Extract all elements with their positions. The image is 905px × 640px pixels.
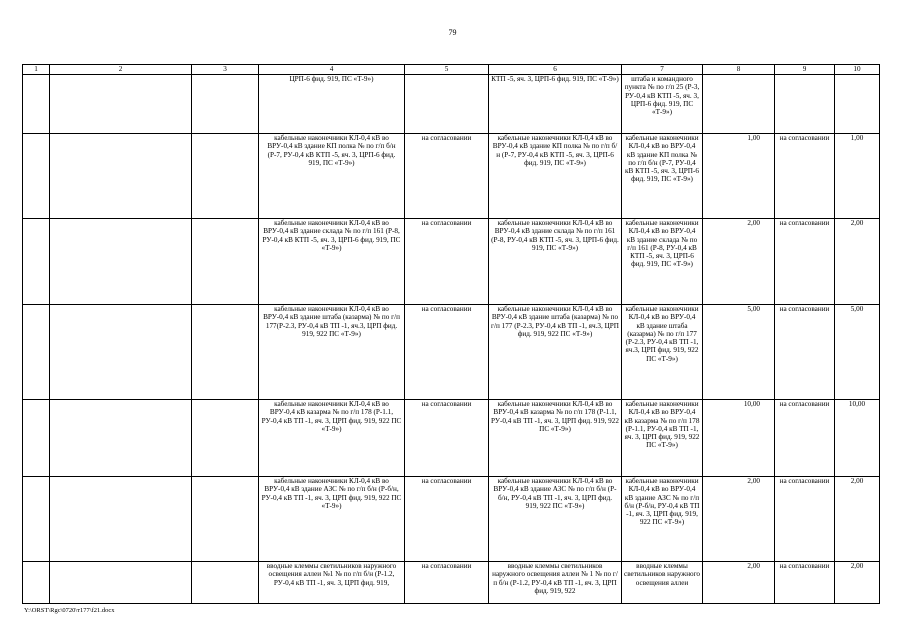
table-cell: ЦРП-6 фид. 919, ПС «Т-9»): [259, 75, 405, 134]
table-cell: кабельные наконечники КЛ-0,4 кВ во ВРУ-0,4 кВ здание штаба (казарма) № по г/п 177(Р-2.3, РУ-0,4 кВ ТП -1, яч.3, ЦРП фид. 919, 922 ПС «Т-9»): [259, 305, 405, 400]
table-cell: [192, 305, 259, 400]
page-number: 79: [448, 28, 457, 37]
table-cell: [192, 400, 259, 477]
table-cell: 2,00: [703, 562, 775, 604]
table-cell: кабельные наконечники КЛ-0,4 кВ во ВРУ-0,4 кВ здание штаба (казарма) № по г/п 177 (Р-2.3, РУ-0,4 кВ ТП -1, яч.3, ЦРП фид. 919, 922 ПС «Т-9»): [622, 305, 703, 400]
column-header: 1: [23, 65, 50, 75]
table-cell: 2,00: [703, 477, 775, 562]
table-cell: на согласовании: [405, 562, 489, 604]
table-cell: кабельные наконечники КЛ-0,4 кВ во ВРУ-0,4 кВ казарма № по г/п 178 (Р-1.1, РУ-0,4 кВ ТП -1, яч. 3, ЦРП фид. 919, 922 ПС «Т-9»): [259, 400, 405, 477]
table-cell: [775, 75, 835, 134]
table-cell: [50, 477, 192, 562]
table-cell: [192, 477, 259, 562]
table-cell: 1,00: [703, 134, 775, 219]
table-cell: кабельные наконечники КЛ-0,4 кВ во ВРУ-0,4 кВ здание склада № по г/п 161 (Р-8, РУ-0,4 кВ КТП -5, яч. 3, ЦРП-6 фид. 919, ПС «Т-9»): [622, 219, 703, 305]
table-cell: 2,00: [835, 477, 880, 562]
table-cell: 10,00: [703, 400, 775, 477]
table-row: [23, 75, 880, 134]
table-cell: кабельные наконечники КЛ-0,4 кВ во ВРУ-0,4 кВ здание КП полка № по г/п б/н (Р-7, РУ-0,4 кВ КТП -5, яч. 3, ЦРП-6 фид. 919, ПС «Т-9»): [489, 134, 622, 219]
table-cell: кабельные наконечники КЛ-0,4 кВ во ВРУ-0,4 кВ здание склада № по г/п 161 (Р-8, РУ-0,4 кВ КТП -5, яч. 3, ЦРП-6 фид. 919, ПС «Т-9»): [489, 219, 622, 305]
table-cell: на согласовании: [775, 477, 835, 562]
table-cell: [50, 134, 192, 219]
table-cell: вводные клеммы светильников наружного освещения аллеи: [622, 562, 703, 604]
table-cell: кабельные наконечники КЛ-0,4 кВ во ВРУ-0,4 кВ здание КП полка № по г/п б/н (Р-7, РУ-0,4 кВ КТП -5, яч. 3, ЦРП-6 фид. 919, ПС «Т-9»): [622, 134, 703, 219]
table-cell: 2,00: [835, 562, 880, 604]
table-cell: КТП -5, яч. 3, ЦРП-6 фид. 919, ПС «Т-9»): [489, 75, 622, 134]
table-cell: [50, 219, 192, 305]
column-header: 6: [489, 65, 622, 75]
table-row: [23, 219, 880, 305]
table-row: [23, 305, 880, 400]
table-cell: [192, 134, 259, 219]
table-cell: [23, 400, 50, 477]
column-header: 10: [835, 65, 880, 75]
table-cell: [835, 75, 880, 134]
table-cell: на согласовании: [775, 400, 835, 477]
table-cell: [703, 75, 775, 134]
table-cell: кабельные наконечники КЛ-0,4 кВ во ВРУ-0,4 кВ здание штаба (казарма) № по г/п 177 (Р-2.3, РУ-0,4 кВ ТП -1, яч.3, ЦРП фид. 919, 922 ПС «Т-9»): [489, 305, 622, 400]
table-cell: на согласовании: [405, 134, 489, 219]
table-cell: [192, 75, 259, 134]
table-cell: кабельные наконечники КЛ-0,4 кВ во ВРУ-0,4 кВ казарма № по г/п 178 (Р-1.1, РУ-0,4 кВ ТП -1, яч. 3, ЦРП фид. 919, 922 ПС «Т-9»): [489, 400, 622, 477]
table-cell: [405, 75, 489, 134]
column-header: 4: [259, 65, 405, 75]
table-cell: [23, 219, 50, 305]
table-cell: кабельные наконечники КЛ-0,4 кВ во ВРУ-0,4 кВ здание АЗС № по г/п б/н (Р-б/н, РУ-0,4 кВ ТП -1, яч. 3, ЦРП фид. 919, 922 ПС «Т-9»): [622, 477, 703, 562]
table-cell: [50, 562, 192, 604]
table-cell: [23, 75, 50, 134]
table-cell: на согласовании: [405, 477, 489, 562]
column-header: 8: [703, 65, 775, 75]
table-cell: [192, 562, 259, 604]
table-cell: 10,00: [835, 400, 880, 477]
table-cell: на согласовании: [775, 134, 835, 219]
table-cell: 5,00: [703, 305, 775, 400]
column-header: 3: [192, 65, 259, 75]
table-cell: кабельные наконечники КЛ-0,4 кВ во ВРУ-0,4 кВ здание АЗС № по г/п б/н (Р-б/н, РУ-0,4 кВ ТП -1, яч. 3, ЦРП фид. 919, 922 ПС «Т-9»): [259, 477, 405, 562]
table-cell: на согласовании: [775, 562, 835, 604]
column-header: 7: [622, 65, 703, 75]
table-cell: вводные клеммы светильников наружного освещения аллеи №1 № по г/п б/н (Р-1.2, РУ-0,4 кВ ТП -1, яч. 3, ЦРП фид. 919,: [259, 562, 405, 604]
table-cell: [50, 75, 192, 134]
table-cell: вводные клеммы светильников наружного освещения аллеи № 1 № по г/п б/н (Р-1.2, РУ-0,4 кВ ТП -1, яч. 3, ЦРП фид. 919, 922: [489, 562, 622, 604]
table-cell: на согласовании: [775, 305, 835, 400]
column-header: 2: [50, 65, 192, 75]
table-cell: 1,00: [835, 134, 880, 219]
footer-file-path: Y:\ORST\Rgc\0720\т177\f21.docx: [24, 607, 115, 614]
table-cell: на согласовании: [405, 305, 489, 400]
table-cell: [50, 400, 192, 477]
table-cell: на согласовании: [405, 219, 489, 305]
table-cell: [23, 562, 50, 604]
table-header-row: [23, 65, 880, 75]
document-table: [22, 64, 880, 604]
table-cell: [50, 305, 192, 400]
table-row: [23, 562, 880, 604]
table-row: [23, 400, 880, 477]
table-cell: кабельные наконечники КЛ-0,4 кВ во ВРУ-0,4 кВ здание склада № по г/п 161 (Р-8, РУ-0,4 кВ КТП -5, яч. 3, ЦРП-6 фид. 919, ПС «Т-9»): [259, 219, 405, 305]
table-cell: на согласовании: [405, 400, 489, 477]
table-cell: на согласовании: [775, 219, 835, 305]
column-header: 5: [405, 65, 489, 75]
table-cell: 2,00: [703, 219, 775, 305]
table-cell: [23, 305, 50, 400]
table-cell: 5,00: [835, 305, 880, 400]
table-row: [23, 134, 880, 219]
table-cell: [192, 219, 259, 305]
table-cell: 2,00: [835, 219, 880, 305]
table-cell: [23, 134, 50, 219]
table-row: [23, 477, 880, 562]
column-header: 9: [775, 65, 835, 75]
table-cell: кабельные наконечники КЛ-0,4 кВ во ВРУ-0,4 кВ казарма № по г/п 178 (Р-1.1, РУ-0,4 кВ ТП -1, яч. 3, ЦРП фид. 919, 922 ПС «Т-9»): [622, 400, 703, 477]
table-cell: кабельные наконечники КЛ-0,4 кВ во ВРУ-0,4 кВ здание АЗС № по г/п б/н (Р-б/н, РУ-0,4 кВ ТП -1, яч. 3, ЦРП фид. 919, 922 ПС «Т-9»): [489, 477, 622, 562]
table-cell: штаба и командного пункта № по г/п 25 (Р-3, РУ-0,4 кВ КТП -5, яч. 3, ЦРП-6 фид. 919, ПС «Т-9»): [622, 75, 703, 134]
table-cell: [23, 477, 50, 562]
table-cell: кабельные наконечники КЛ-0,4 кВ во ВРУ-0,4 кВ здание КП полка № по г/п б/н (Р-7, РУ-0,4 кВ КТП -5, яч. 3, ЦРП-6 фид. 919, ПС «Т-9»): [259, 134, 405, 219]
